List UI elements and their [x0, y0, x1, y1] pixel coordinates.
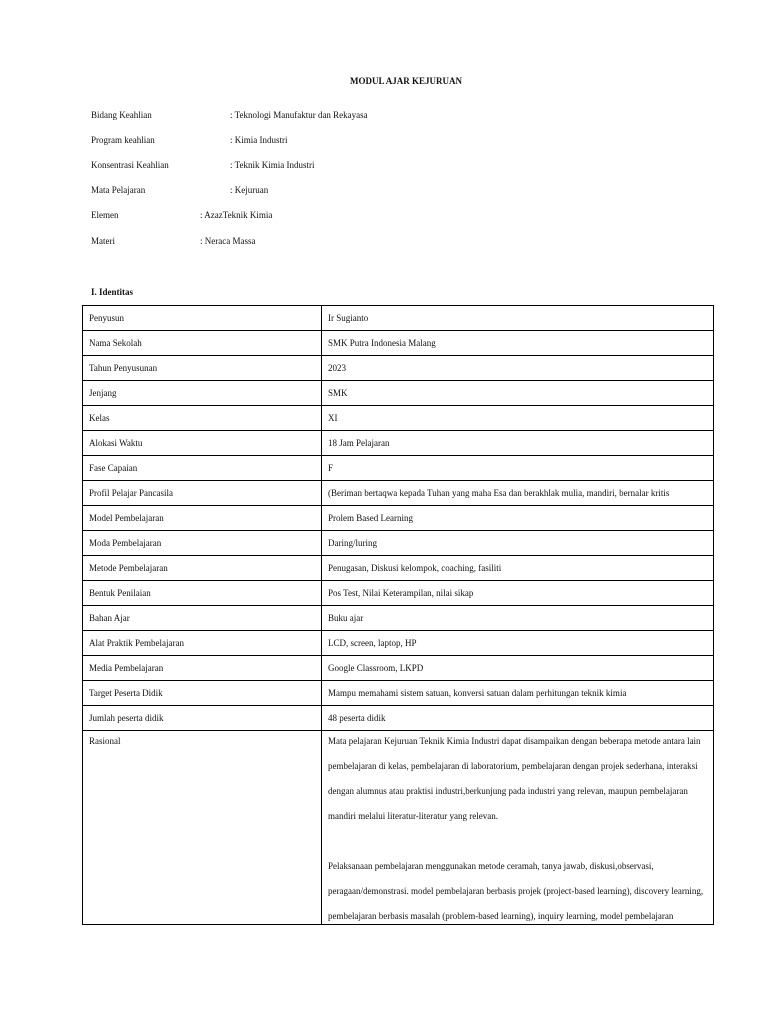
row-label: Profil Pelajar Pancasila: [83, 481, 322, 506]
row-value: LCD, screen, laptop, HP: [322, 631, 714, 656]
row-value: (Beriman bertaqwa kepada Tuhan yang maha Esa dan berakhlak mulia, mandiri, bernalar kritis: [322, 481, 714, 506]
rasional-line: pembelajaran di kelas, pembelajaran di laboratorium, pembelajaran dengan projek sederhana, interaksi: [328, 761, 698, 771]
rasional-paragraphs: [328, 731, 707, 924]
row-value: 18 Jam Pelajaran: [322, 431, 714, 456]
document-title: MODUL AJAR KEJURUAN: [350, 76, 463, 86]
row-label: Fase Capaian: [83, 456, 322, 481]
meta-label: Materi: [91, 236, 115, 246]
row-value: Daring/luring: [322, 531, 714, 556]
meta-value: : AzazTeknik Kimia: [200, 210, 273, 220]
table-row: [83, 381, 714, 406]
table-row-rasional: [83, 731, 714, 925]
rasional-line: mandiri melalui literatur-literatur yang relevan.: [328, 811, 498, 821]
table-row: [83, 431, 714, 456]
meta-label: Bidang Keahlian: [91, 110, 152, 120]
row-label-rasional: [83, 731, 322, 925]
meta-value: : Kejuruan: [230, 185, 269, 195]
table-row: [83, 581, 714, 606]
row-label: Nama Sekolah: [83, 331, 322, 356]
row-value: F: [322, 456, 714, 481]
row-value: 2023: [322, 356, 714, 381]
identity-table: [82, 305, 714, 925]
meta-label: Program keahlian: [91, 135, 155, 145]
paragraph-gap: [328, 835, 707, 860]
table-row: [83, 506, 714, 531]
rasional-line: Pelaksanaan pembelajaran menggunakan metode ceramah, tanya jawab, diskusi,observasi,: [328, 861, 654, 871]
row-value: Penugasan, Diskusi kelompok, coaching, fasiliti: [322, 556, 714, 581]
row-value: XI: [322, 406, 714, 431]
table-row: [83, 531, 714, 556]
table-row: [83, 706, 714, 731]
table-row: [83, 356, 714, 381]
rasional-line: dengan alumnus atau praktisi industri,berkunjung pada industri yang relevan, maupun pembelajaran: [328, 786, 688, 796]
section-title-identitas: I. Identitas: [91, 287, 134, 297]
row-label: Kelas: [83, 406, 322, 431]
table-row: [83, 406, 714, 431]
row-label: Jenjang: [83, 381, 322, 406]
meta-value: : Neraca Massa: [200, 236, 256, 246]
row-value: SMK Putra Indonesia Malang: [322, 331, 714, 356]
table-row: [83, 331, 714, 356]
meta-value: : Teknologi Manufaktur dan Rekayasa: [230, 110, 368, 120]
table-row: [83, 556, 714, 581]
row-value: Ir Sugianto: [322, 306, 714, 331]
table-row: [83, 631, 714, 656]
rasional-label: Rasional: [89, 736, 121, 746]
row-label: Model Pembelajaran: [83, 506, 322, 531]
table-row: [83, 606, 714, 631]
row-label: Jumlah peserta didik: [83, 706, 322, 731]
row-label: Alat Praktik Pembelajaran: [83, 631, 322, 656]
row-value: SMK: [322, 381, 714, 406]
rasional-line: Mata pelajaran Kejuruan Teknik Kimia Industri dapat disampaikan dengan beberapa metode antara lain: [328, 736, 701, 746]
table-row: [83, 656, 714, 681]
row-label: Target Peserta Didik: [83, 681, 322, 706]
row-value: Buku ajar: [322, 606, 714, 631]
row-label: Bahan Ajar: [83, 606, 322, 631]
meta-value: : Teknik Kimia Industri: [230, 160, 315, 170]
row-label: Alokasi Waktu: [83, 431, 322, 456]
meta-label: Elemen: [91, 210, 119, 220]
row-label: Tahun Penyusunan: [83, 356, 322, 381]
row-value: Pos Test, Nilai Keterampilan, nilai sikap: [322, 581, 714, 606]
table-row: [83, 481, 714, 506]
meta-label: Mata Pelajaran: [91, 185, 146, 195]
row-value: 48 peserta didik: [322, 706, 714, 731]
row-label: Moda Pembelajaran: [83, 531, 322, 556]
rasional-line: pembelajaran berbasis masalah (problem-based learning), inquiry learning, model pembelajaran: [328, 911, 674, 921]
row-value: Mampu memahami sistem satuan, konversi satuan dalam perhitungan teknik kimia: [322, 681, 714, 706]
row-label: Media Pembelajaran: [83, 656, 322, 681]
meta-label: Konsentrasi Keahlian: [91, 160, 169, 170]
table-row: [83, 681, 714, 706]
rasional-text: [322, 731, 714, 925]
row-label: Bentuk Penilaian: [83, 581, 322, 606]
table-row: [83, 306, 714, 331]
row-value: Prolem Based Learning: [322, 506, 714, 531]
rasional-line: peragaan/demonstrasi. model pembelajaran berbasis projek (project-based learning), discovery learning,: [328, 886, 704, 896]
table-row: [83, 456, 714, 481]
row-label: Penyusun: [83, 306, 322, 331]
meta-value: : Kimia Industri: [230, 135, 288, 145]
row-label: Metode Pembelajaran: [83, 556, 322, 581]
row-value: Google Classroom, LKPD: [322, 656, 714, 681]
